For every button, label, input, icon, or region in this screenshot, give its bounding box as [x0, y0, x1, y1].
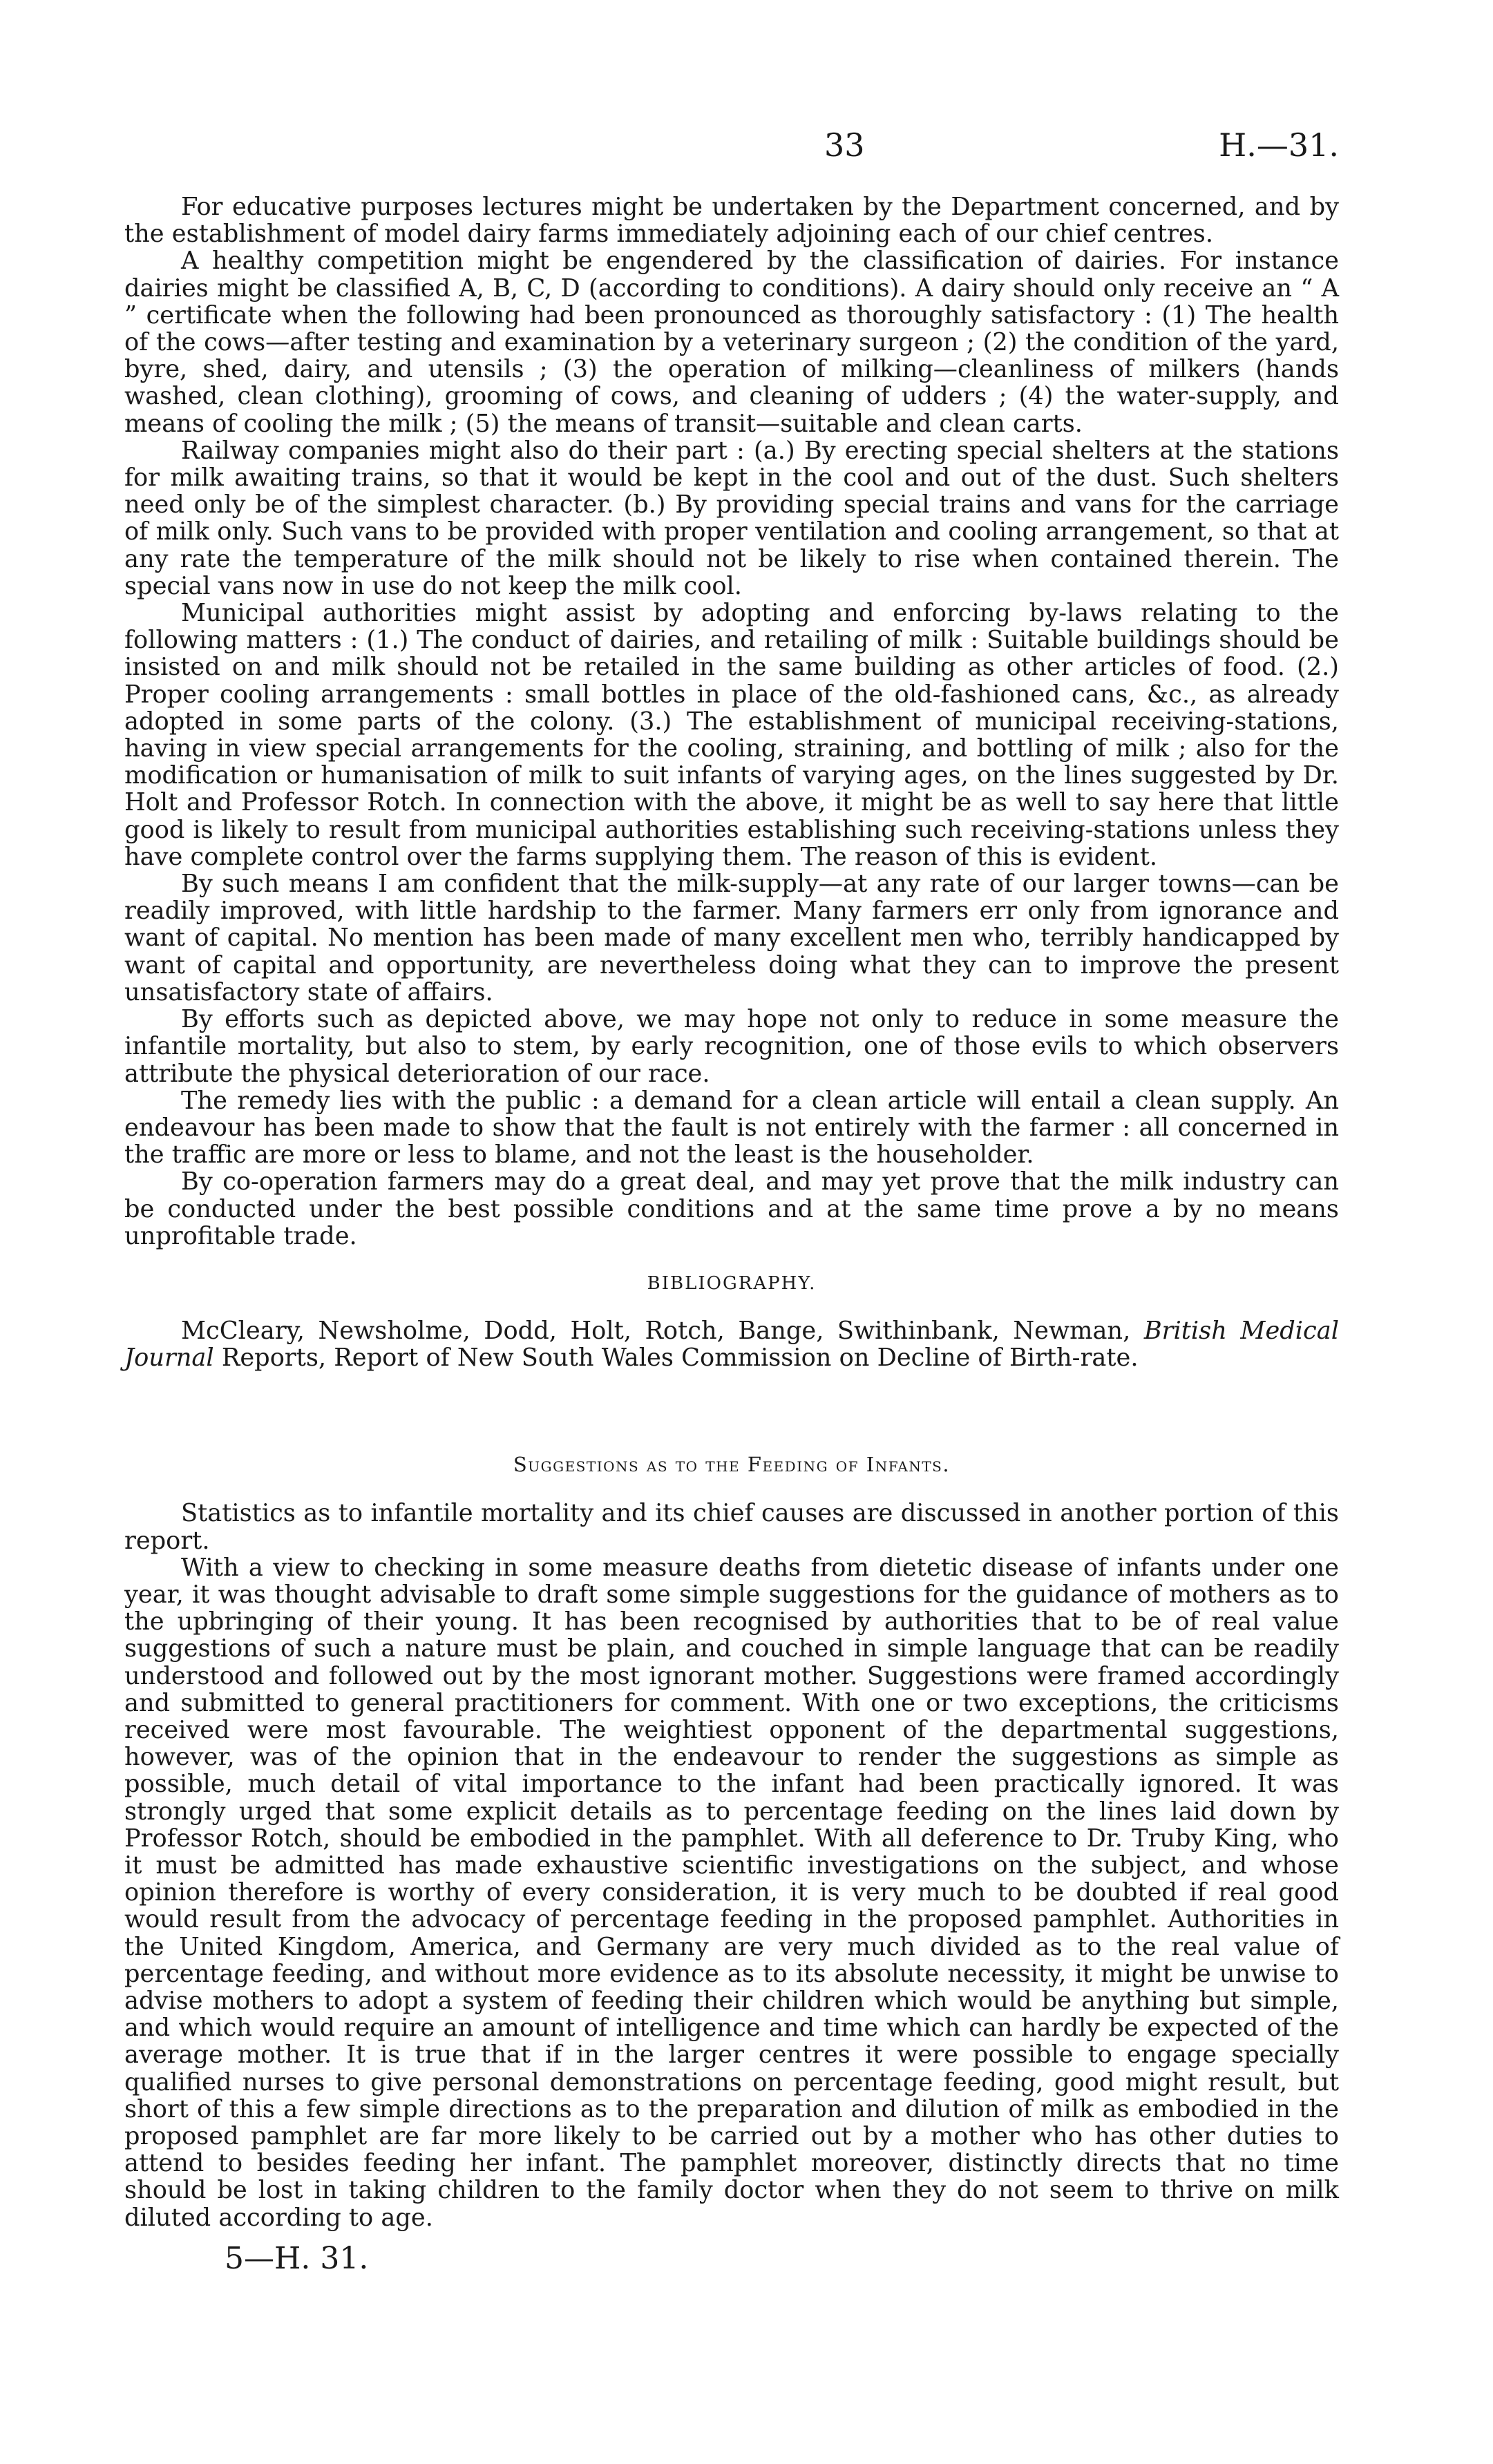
body-text: [124, 193, 1339, 2276]
paragraph: Municipal authorities might assist by adopting and enforcing by-laws relating to the following matters : (1.) The conduct of dairies, and retailing of milk : Suitable buildings should be insisted on and milk should not be retailed in the same building as other articles of food. (2.) Proper cooling arrangements : small bottles in place of the old-fashioned cans, &c., as already adopted in some parts of the colony. (3.) The establishment of municipal receiving-stations, having in view special arrangements for the cooling, straining, and bottling of milk ; also for the modification or humanisation of milk to suit infants of varying ages, on the lines suggested by Dr. Holt and Professor Rotch. In connection with the above, it might be as well to say here that little good is likely to result from municipal authorities establishing such receiving-stations unless they have complete control over the farms supplying them. The reason of this is evident.: [124, 599, 1339, 871]
paragraph: A healthy competition might be engendered by the classification of dairies. For instance dairies might be classified A, B, C, D (according to conditions). A dairy should only receive an “ A ” certificate when the following had been pronounced as thoroughly satisfactory : (1) The health of the cows—after testing and examination by a veterinary surgeon ; (2) the condition of the yard, byre, shed, dairy, and utensils ; (3) the operation of milking—cleanliness of milkers (hands washed, clean clothing), grooming of cows, and cleaning of udders ; (4) the water-supply, and means of cooling the milk ; (5) the means of transit—suitable and clean carts.: [124, 247, 1339, 438]
bibliography-journal: British Medical Journal: [124, 1316, 1339, 1373]
paragraph: By efforts such as depicted above, we may hope not only to reduce in some measure the infantile mortality, but also to stem, by early recognition, one of those evils to which observers attribute the physical deterioration of our race.: [124, 1005, 1339, 1088]
paragraph: By co-operation farmers may do a great deal, and may yet prove that the milk industry can be conducted under the best possible conditions and at the same time prove a by no means unprofitable trade.: [124, 1167, 1339, 1250]
bibliography-heading: BIBLIOGRAPHY.: [647, 1272, 817, 1294]
paragraph: Statistics as to infantile mortality and its chief causes are discussed in another portion of this report.: [124, 1499, 1339, 1555]
sheet-reference: 5—H. 31.: [225, 2240, 369, 2276]
section-heading: Suggestions as to the Feeding of Infants.: [513, 1453, 951, 1477]
paragraph: By such means I am confident that the milk-supply—at any rate of our larger towns—can be readily improved, with little hardship to the farmer. Many farmers err only from ignorance and want of capital. No mention has been made of many excellent men who, terribly handicapped by want of capital and opportunity, are nevertheless doing what they can to improve the present unsatisfactory state of affairs.: [124, 870, 1339, 1006]
bibliography-entry: [124, 1317, 1339, 1371]
bibliography-authors: McCleary, Newsholme, Dodd, Holt, Rotch, Bange, Swithinbank, Newman,: [181, 1316, 1131, 1345]
paragraph: The remedy lies with the public : a demand for a clean article will entail a clean supply. An endeavour has been made to show that the fault is not entirely with the farmer : all concerned in the traffic are more or less to blame, and not the least is the householder.: [124, 1086, 1339, 1169]
bibliography-rest: Reports, Report of New South Wales Commission on Decline of Birth-rate.: [221, 1344, 1139, 1373]
paragraph: Railway companies might also do their part : (a.) By erecting special shelters at the stations for milk awaiting trains, so that it would be kept in the cool and out of the dust. Such shelters need only be of the simplest character. (b.) By providing special trains and vans for the carriage of milk only. Such vans to be provided with proper ventilation and cooling arrangement, so that at any rate the temperature of the milk should not be likely to rise when contained therein. The special vans now in use do not keep the milk cool.: [124, 436, 1339, 600]
paragraph: With a view to checking in some measure deaths from dietetic disease of infants under one year, it was thought advisable to draft some simple suggestions for the guidance of mothers as to the upbringing of their young. It has been recognised by authorities that to be of real value suggestions of such a nature must be plain, and couched in simple language that can be readily understood and followed out by the most ignorant mother. Suggestions were framed accordingly and submitted to general practitioners for comment. With one or two exceptions, the criticisms received were most favourable. The weightiest opponent of the departmental suggestions, however, was of the opinion that in the endeavour to render the suggestions as simple as possible, much detail of vital importance to the infant had been practically ignored. It was strongly urged that some explicit details as to percentage feeding on the lines laid down by Professor Rotch, should be embodied in the pamphlet. With all deference to Dr. Truby King, who it must be admitted has made exhaustive scientific investigations on the subject, and whose opinion therefore is worthy of every consideration, it is very much to be doubted if real good would result from the advocacy of percentage feeding in the proposed pamphlet. Authorities in the United Kingdom, America, and Germany are very much divided as to the real value of percentage feeding, and without more evidence as to its absolute necessity, it might be unwise to advise mothers to adopt a system of feeding their children which would be anything but simple, and which would require an amount of intelligence and time which can hardly be expected of the average mother. It is true that if in the larger centres it were possible to engage specially qualified nurses to give personal demonstrations on percentage feeding, good might result, but short of this a few simple directions as to the preparation and dilution of milk as embodied in the proposed pamphlet are far more likely to be carried out by a mother who has other duties to attend to besides feeding her infant. The pamphlet moreover, distinctly directs that no time should be lost in taking children to the family doctor when they do not seem to thrive on milk diluted according to age.: [124, 1553, 1339, 2232]
page-number: 33: [824, 126, 865, 164]
page-reference: H.—31.: [1219, 126, 1339, 164]
paragraph: For educative purposes lectures might be undertaken by the Department concerned, and by the establishment of model dairy farms immediately adjoining each of our chief centres.: [124, 193, 1339, 249]
